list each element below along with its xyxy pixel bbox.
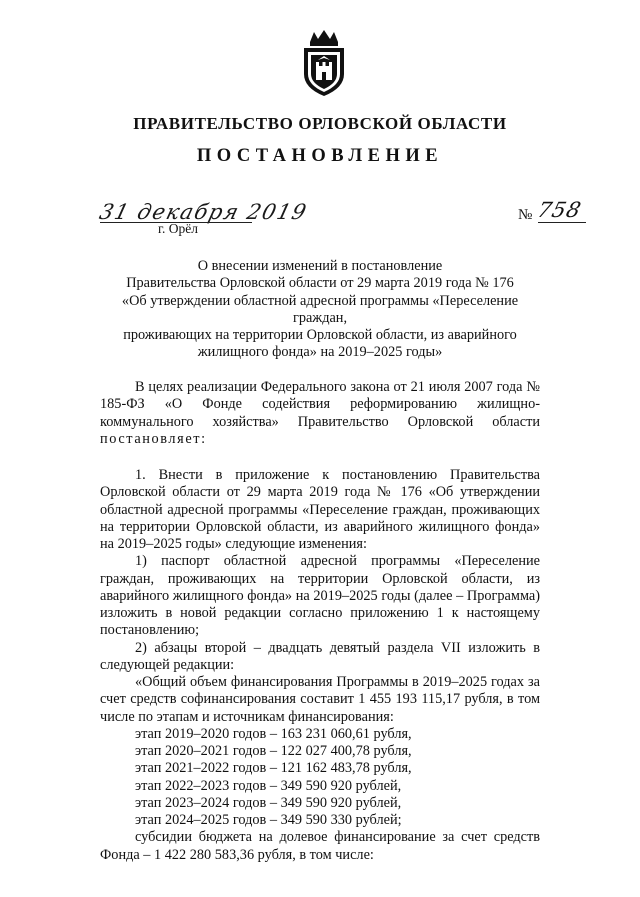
subject-line: О внесении изменений в постановление <box>197 258 443 274</box>
funding-stage-line: этап 2023–2024 годов – 349 590 920 рублей, <box>135 794 402 811</box>
subsidies-paragraph: субсидии бюджета на долевое финансирование за счет средств Фонда – 1 422 280 583,36 рубля, в том числе: <box>100 829 540 863</box>
item-1-subitem-1: 1) паспорт областной адресной программы «Переселение граждан, проживающих на территории Орловской области, из аварийного жилищного фонда» на 2019–2025 годы (далее – Программа) изложить в новой редакции согласно приложению 1 к настоящему постановлению; <box>100 553 540 639</box>
handwritten-date: 31 декабря 2019 <box>97 200 310 224</box>
document-type-heading: ПОСТАНОВЛЕНИЕ <box>196 146 444 166</box>
quote-intro-paragraph: «Общий объем финансирования Программы в 2019–2025 годах за счет средств софинансирования составит 1 455 193 115,17 рубля, в том числе по этапам и источникам финансирования: <box>100 674 540 725</box>
number-underline <box>538 222 586 223</box>
subject-line: «Об утверждении областной адресной программы «Переселение граждан, <box>121 292 519 326</box>
funding-stage-line: этап 2019–2020 годов – 163 231 060,61 рубля, <box>135 725 412 742</box>
preamble-colon: : <box>201 430 206 447</box>
funding-stage-line: этап 2021–2022 годов – 121 162 483,78 рубля, <box>135 760 412 777</box>
subject-line: проживающих на территории Орловской области, из аварийного <box>123 327 517 344</box>
preamble-paragraph <box>100 379 540 448</box>
preamble-text: В целях реализации Федерального закона от 21 июля 2007 года № 185-ФЗ «О Фонде содействия реформированию жилищно-коммунального хозяйства» Правительство Орловской области <box>100 379 540 430</box>
city-label: г. Орёл <box>158 221 198 236</box>
handwritten-document-number: 758 <box>535 198 585 222</box>
subject-line: Правительства Орловской области от 29 марта 2019 года № 176 <box>126 275 514 292</box>
subject-line: жилищного фонда» на 2019–2025 годы» <box>197 344 443 361</box>
government-title: ПРАВИТЕЛЬСТВО ОРЛОВСКОЙ ОБЛАСТИ <box>133 114 507 133</box>
coat-of-arms-emblem <box>296 28 352 98</box>
decree-word: постановляет <box>100 430 202 447</box>
number-sign: № <box>518 207 533 223</box>
document-body <box>100 379 540 864</box>
document-subject <box>100 258 540 362</box>
funding-stage-line: этап 2022–2023 годов – 349 590 920 рублей, <box>135 777 402 794</box>
funding-stage-line: этап 2020–2021 годов – 122 027 400,78 рубля, <box>135 743 412 759</box>
item-1-subitem-2: 2) абзацы второй – двадцать девятый раздела VII изложить в следующей редакции: <box>100 639 540 673</box>
funding-stage-line: этап 2024–2025 годов – 349 590 330 рублей; <box>135 812 402 828</box>
item-1-paragraph: 1. Внести в приложение к постановлению Правительства Орловской области от 29 марта 2019 года № 176 «Об утверждении областной адресной программы «Переселение граждан, проживающих на территории Орловской области, из аварийного жилищного фонда» на 2019–2025 годы» следующие изменения: <box>100 467 540 552</box>
